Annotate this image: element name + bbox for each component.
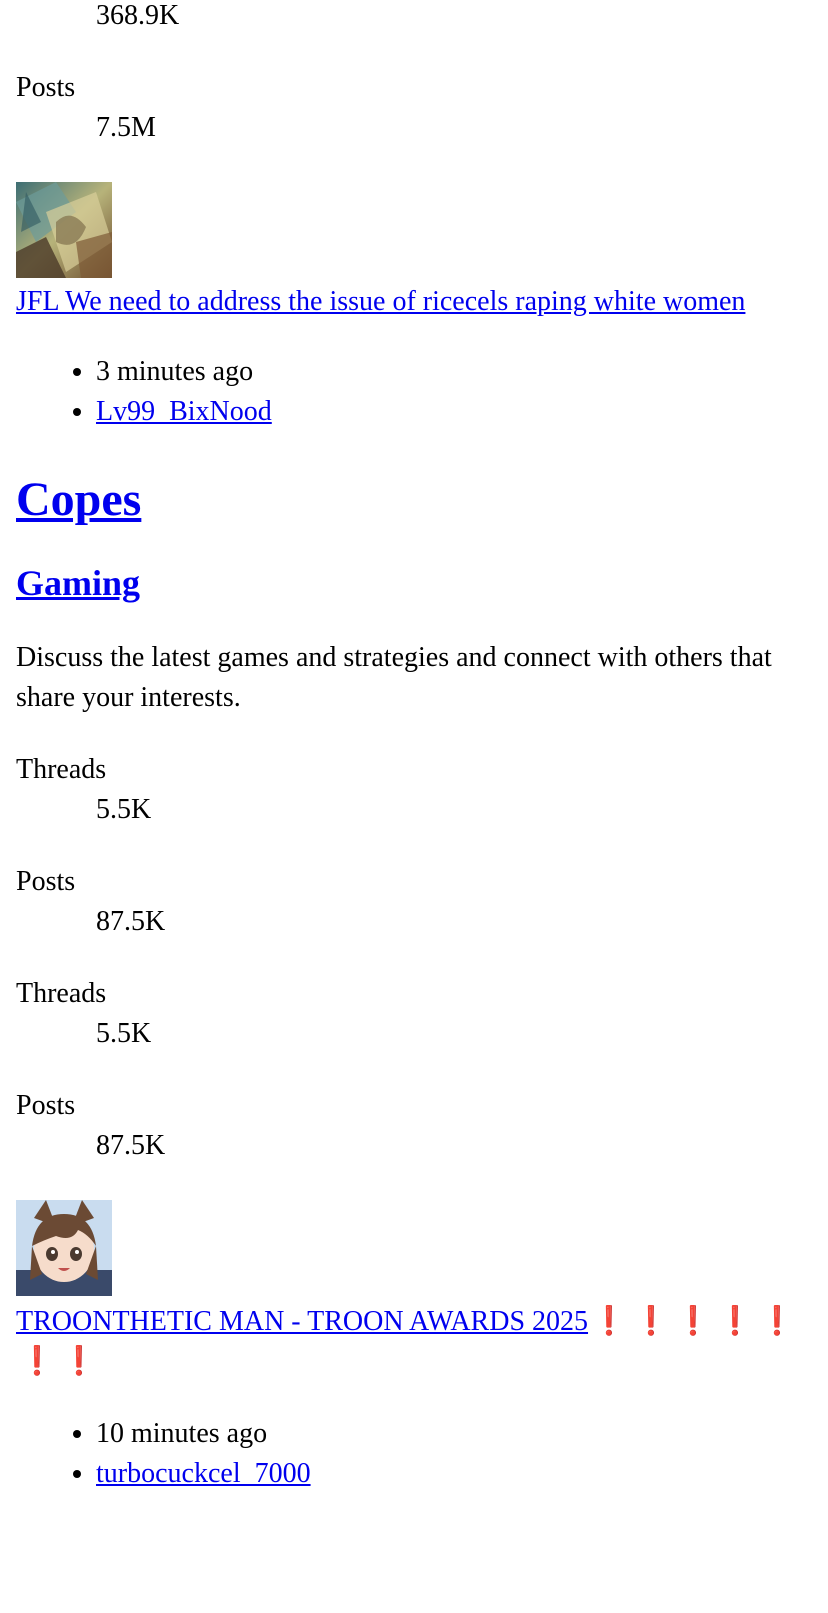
thread-author-item	[96, 392, 812, 432]
category-link[interactable]: Copes	[16, 473, 142, 526]
thread-time	[96, 1414, 812, 1454]
thread-title-link[interactable]	[16, 1302, 812, 1382]
exclamation-icon: ❗	[591, 1306, 627, 1337]
thread-author-item	[96, 1454, 812, 1494]
posts-value: 87.5K	[96, 906, 166, 937]
posts-value: 87.5K	[96, 1130, 166, 1161]
thread-time-text: 3 minutes ago	[96, 356, 254, 387]
posts-label: Posts	[16, 866, 76, 897]
exclamation-icon: ❗	[633, 1306, 669, 1337]
forum-threads-stat-2	[16, 974, 812, 1054]
posts-label: Posts	[16, 72, 76, 103]
forum-description: Discuss the latest games and strategies and connect with others that share your interests.	[16, 642, 772, 713]
exclamation-icon: ❗	[19, 1346, 55, 1377]
forum-link[interactable]: Gaming	[16, 563, 141, 603]
posts-value: 7.5M	[96, 112, 156, 143]
latest-thread-2	[16, 1200, 812, 1494]
thread-time	[96, 352, 812, 392]
threads-label: Threads	[16, 754, 107, 785]
threads-value: 5.5K	[96, 1018, 152, 1049]
exclamation-icon: ❗	[675, 1306, 711, 1337]
latest-thread-1	[16, 182, 812, 432]
top-stats	[16, 0, 812, 36]
thread-time-text: 10 minutes ago	[96, 1418, 268, 1449]
abstract-painting-avatar-icon	[16, 182, 112, 278]
exclamation-icon: ❗	[61, 1346, 97, 1377]
anime-catgirl-avatar-icon	[16, 1200, 112, 1296]
category-title	[16, 470, 812, 530]
forum-posts-stat-2	[16, 1086, 812, 1166]
exclamation-icon: ❗	[717, 1306, 753, 1337]
thread-title-link[interactable]: JFL We need to address the issue of ricecels raping white women	[16, 286, 746, 317]
forum-posts-stat-1	[16, 862, 812, 942]
forum-threads-stat-1	[16, 750, 812, 830]
threads-value: 5.5K	[96, 794, 152, 825]
avatar-icon[interactable]	[16, 182, 112, 278]
avatar-icon[interactable]	[16, 1200, 112, 1296]
top-stat-value: 368.9K	[96, 0, 180, 31]
threads-label: Threads	[16, 978, 107, 1009]
thread-meta	[16, 1414, 812, 1494]
thread-meta	[16, 352, 812, 432]
thread-author-link[interactable]: turbocuckcel_7000	[96, 1458, 311, 1489]
forum-title	[16, 560, 812, 606]
thread-title-text: TROONTHETIC MAN - TROON AWARDS 2025	[16, 1306, 589, 1337]
thread-author-link[interactable]: Lv99_BixNood	[96, 396, 272, 427]
posts-label: Posts	[16, 1090, 76, 1121]
top-posts-stat	[16, 68, 812, 148]
exclamation-icon: ❗	[759, 1306, 795, 1337]
